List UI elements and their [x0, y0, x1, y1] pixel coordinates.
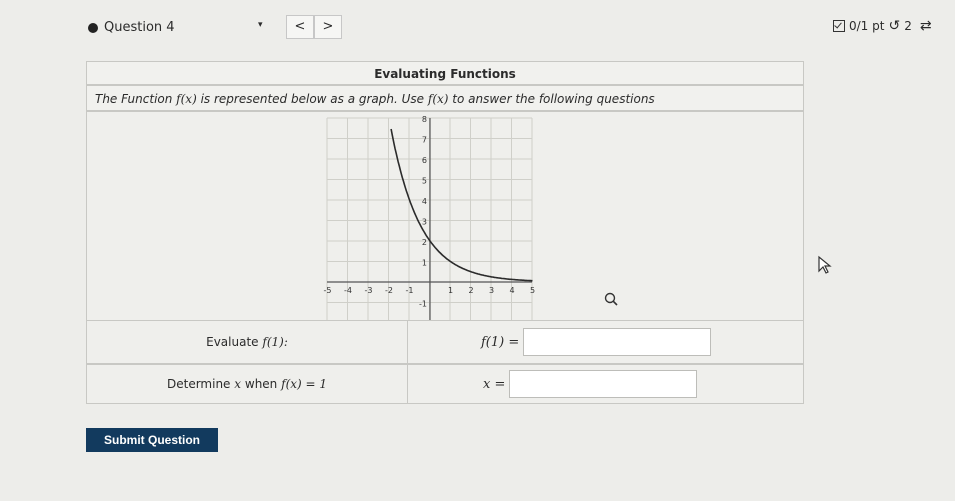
retry-count: 2	[904, 19, 912, 33]
y-tick-label: 5	[421, 176, 427, 186]
det-prefix: Determine	[166, 377, 231, 391]
eval-expr: f(1):	[262, 335, 288, 349]
x-tick-label: -2	[385, 286, 393, 295]
det-var: x	[234, 377, 242, 391]
y-tick-label: 3	[421, 217, 427, 227]
x-tick-label: 1	[447, 286, 454, 295]
x-tick-label: -3	[364, 286, 373, 295]
next-question-button[interactable]: >	[314, 15, 342, 39]
y-tick-label: 4	[421, 197, 427, 206]
checkbox-icon	[833, 20, 845, 32]
y-tick-label: 2	[421, 238, 427, 247]
function-graph	[87, 112, 805, 322]
problem-description	[86, 85, 804, 111]
y-tick-label: 7	[421, 135, 427, 145]
sync-icon[interactable]: ⇄	[919, 18, 932, 34]
determine-answer-cell	[407, 365, 803, 403]
y-tick-label: 8	[421, 115, 427, 124]
x-tick-label: 4	[509, 286, 515, 295]
y-tick-label: 1	[421, 258, 427, 268]
desc-fx: f(x)	[176, 92, 197, 106]
eval-answer-label: f(1) =	[481, 334, 520, 350]
magnifier-icon	[606, 294, 615, 303]
x-tick-label: 5	[529, 286, 536, 295]
x-tick-label: -1	[405, 286, 414, 295]
determine-row	[86, 364, 804, 404]
mouse-cursor-icon	[818, 256, 832, 274]
x-tick-label: -4	[344, 286, 352, 295]
status-dot	[88, 23, 98, 33]
determine-label	[87, 365, 408, 403]
y-tick-label: -1	[419, 299, 427, 309]
desc-mid: is represented below as a graph. Use	[200, 92, 425, 106]
submit-question-button[interactable]: Submit Question	[86, 428, 218, 452]
evaluate-answer-cell	[407, 321, 803, 363]
magnifier-handle	[613, 301, 617, 305]
question-dropdown-icon[interactable]: ▾	[258, 20, 263, 30]
evaluate-label	[87, 321, 408, 363]
x-answer-input[interactable]	[509, 370, 697, 398]
f1-answer-input[interactable]	[523, 328, 711, 356]
score-area	[833, 18, 932, 34]
problem-title: Evaluating Functions	[86, 61, 804, 85]
det-expr: f(x) = 1	[281, 377, 328, 391]
x-tick-label: -5	[323, 286, 332, 295]
score-text: 0/1 pt	[849, 19, 885, 33]
question-label: Question 4	[104, 20, 175, 35]
graph-container	[86, 111, 804, 321]
desc-suffix: to answer the following questions	[452, 92, 655, 106]
previous-question-button[interactable]: <	[286, 15, 314, 39]
question-header	[0, 0, 955, 50]
y-tick-label: 6	[421, 156, 427, 165]
det-answer-label: x =	[483, 376, 506, 392]
x-tick-label: 3	[488, 286, 495, 295]
x-tick-label: 2	[468, 286, 474, 295]
desc-fx2: f(x)	[427, 92, 449, 106]
det-mid: when	[244, 377, 278, 391]
retry-icon[interactable]: ↺	[888, 18, 901, 34]
desc-prefix: The Function	[95, 92, 173, 106]
evaluate-row	[86, 320, 804, 364]
eval-prefix: Evaluate	[206, 335, 259, 349]
